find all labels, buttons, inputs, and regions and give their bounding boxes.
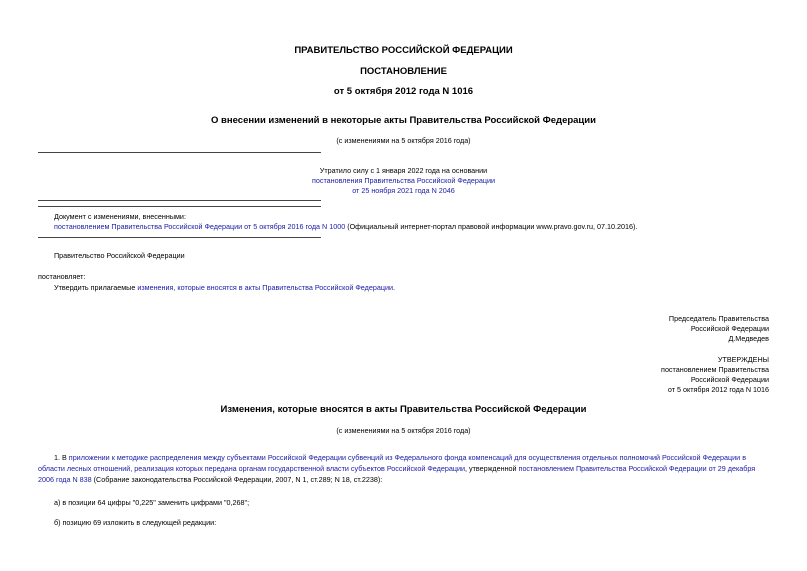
item1-start: 1. В (54, 453, 69, 462)
changes-amended-note: (с изменениями на 5 октября 2016 года) (336, 426, 471, 435)
divider (38, 200, 321, 201)
doc-date-number: от 5 октября 2012 года N 1016 (333, 86, 474, 97)
expired-link-line2[interactable]: от 25 ноября 2021 года N 2046 (352, 186, 455, 195)
signature-name: Д.Медведев (728, 334, 769, 343)
amendment-link[interactable]: постановлением Правительства Российской Федерации от 5 октября 2016 года N 1000 (54, 222, 346, 231)
approved-line1: УТВЕРЖДЕНЫ (717, 355, 769, 364)
amendments-line (54, 222, 637, 231)
divider (38, 237, 321, 238)
expired-note: Утратило силу с 1 января 2022 года на основании (319, 166, 488, 175)
change-sub-a: а) в позиции 64 цифры "0,225" заменить цифрами "0,268"; (54, 498, 250, 507)
signature-line1: Председатель Правительства (668, 314, 769, 323)
amendments-intro: Документ с изменениями, внесенными: (54, 212, 186, 221)
approve-start: Утвердить прилагаемые (54, 283, 138, 292)
item1-link-appendix[interactable]: приложении к методике распределения между субъектами Российской Федерации субвенций из Федерального фонда компенсаций для осуществления отдельных полномочий Российской Федерации в области лесных отношений, реализация которых передана органам государственной власти субъектов Российской Федерации (38, 453, 747, 473)
divider (38, 152, 321, 153)
doc-type: ПОСТАНОВЛЕНИЕ (360, 66, 447, 77)
item1-mid: , утвержденной (464, 464, 519, 473)
body-approve (54, 283, 395, 292)
change-item-1 (38, 452, 770, 485)
signature-line2: Российской Федерации (690, 324, 769, 333)
divider (38, 206, 321, 207)
body-government: Правительство Российской Федерации (54, 251, 185, 260)
expired-link-line1[interactable]: постановления Правительства Российской Федерации (311, 176, 496, 185)
body-decrees: постановляет: (38, 272, 86, 281)
approved-line2: постановлением Правительства (661, 365, 769, 374)
item1-end: (Собрание законодательства Российской Федерации, 2007, N 1, ст.289; N 18, ст.2238): (91, 475, 383, 484)
amended-note: (с изменениями на 5 октября 2016 года) (336, 136, 471, 145)
doc-title: О внесении изменений в некоторые акты Правительства Российской Федерации (211, 115, 596, 126)
item1-link-decree[interactable]: постановлением Правительства Российской Федерации от 29 декабря 2006 года N 838 (38, 464, 756, 484)
approved-line4: от 5 октября 2012 года N 1016 (667, 385, 769, 394)
approved-line3: Российской Федерации (690, 375, 769, 384)
changes-title: Изменения, которые вносятся в акты Правительства Российской Федерации (220, 404, 587, 415)
amendment-source: (Официальный интернет-портал правовой информации www.pravo.gov.ru, 07.10.2016). (345, 222, 638, 231)
government-title: ПРАВИТЕЛЬСТВО РОССИЙСКОЙ ФЕДЕРАЦИИ (294, 45, 513, 56)
approve-link[interactable]: изменения, которые вносятся в акты Правительства Российской Федерации (137, 283, 393, 292)
approve-end: . (392, 283, 395, 292)
change-sub-b: б) позицию 69 изложить в следующей редакции: (54, 518, 217, 527)
